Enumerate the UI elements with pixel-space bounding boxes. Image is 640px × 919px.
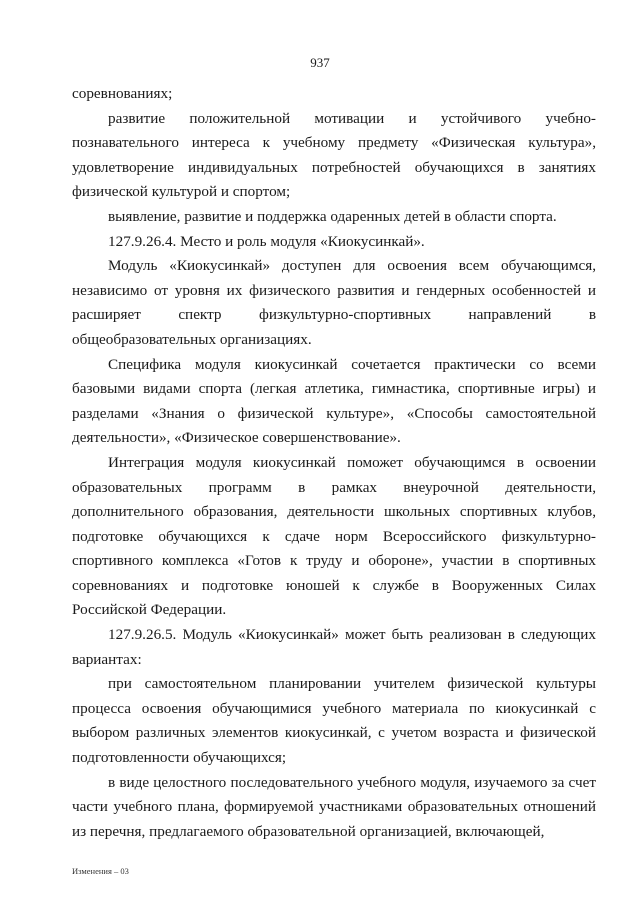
paragraph: при самостоятельном планировании учителем физической культуры процесса освоения обучающимися учебного материала по киокусинкай с выбором различных элементов киокусинкай, с учетом возраста и физической подготовленности обучающихся; [72, 675, 596, 767]
paragraph: Интеграция модуля киокусинкай поможет обучающимся в освоении образовательных программ в рамках внеурочной деятельности, дополнительного образования, деятельности школьных спортивных клубов, подготовке обучающихся к сдаче норм Всероссийского физкультурно-спортивного комплекса «Готов к труду и обороне», участии в спортивных соревнованиях и подготовке юношей к службе в Вооруженных Силах Российской Федерации. [72, 453, 596, 619]
page-number: 937 [310, 55, 330, 70]
paragraph: развитие положительной мотивации и устойчивого учебно-познавательного интереса к учебному предмету «Физическая культура», удовлетворение индивидуальных потребностей обучающихся в занятиях физической культурой и спортом; [72, 109, 596, 201]
section-heading: 127.9.26.5. Модуль «Киокусинкай» может быть реализован в следующих вариантах: [72, 626, 596, 668]
paragraph: Специфика модуля киокусинкай сочетается практически со всеми базовыми видами спорта (легкая атлетика, гимнастика, спортивные игры) и разделами «Знания о физической культуре», «Способы самостоятельной деятельности», «Физическое совершенствование». [72, 355, 596, 447]
document-body [72, 82, 596, 844]
footer-revision-note: Изменения – 03 [72, 866, 129, 876]
paragraph: выявление, развитие и поддержка одаренных детей в области спорта. [108, 207, 557, 225]
paragraph: в виде целостного последовательного учебного модуля, изучаемого за счет части учебного плана, формируемой участниками образовательных отношений из перечня, предлагаемого образовательной организацией, включающей, [72, 773, 596, 840]
paragraph: соревнованиях; [72, 85, 173, 102]
section-heading: 127.9.26.4. Место и роль модуля «Киокусинкай». [108, 232, 425, 250]
paragraph: Модуль «Киокусинкай» доступен для освоения всем обучающимся, независимо от уровня их физического развития и гендерных особенностей и расширяет спектр физкультурно-спортивных направлений в общеобразовательных организациях. [72, 257, 596, 348]
